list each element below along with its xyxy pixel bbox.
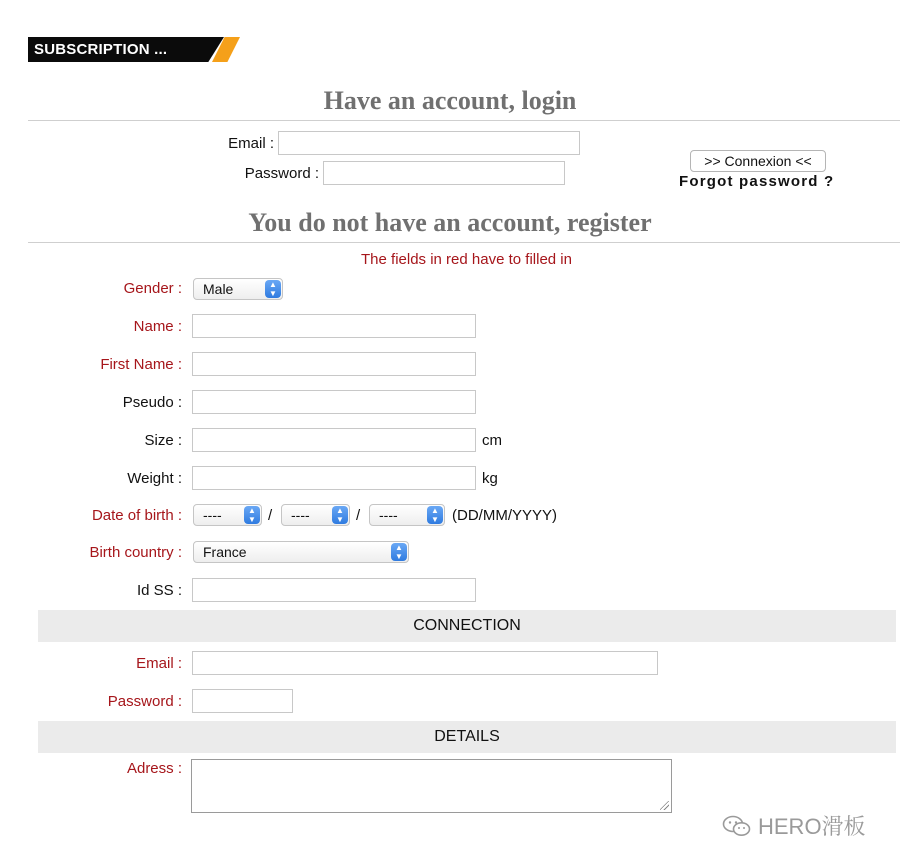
login-title: Have an account, login: [323, 86, 577, 115]
chevron-updown-icon: ▲ ▼: [391, 543, 407, 561]
watermark: [722, 810, 866, 841]
birth-country-value: France: [203, 544, 247, 560]
dob-format-hint: (DD/MM/YYYY): [452, 507, 557, 524]
gender-select-value: Male: [203, 281, 234, 297]
login-email-label: Email :: [228, 135, 274, 152]
name-input[interactable]: [192, 314, 476, 338]
login-divider: [28, 120, 900, 121]
chevron-updown-icon: ▲ ▼: [427, 506, 443, 524]
connection-email-label: Email :: [136, 655, 182, 672]
connection-section-heading: CONNECTION: [38, 610, 896, 642]
resize-grip-icon[interactable]: [660, 801, 669, 810]
dob-label: Date of birth :: [91, 507, 182, 524]
details-section-heading: DETAILS: [38, 721, 896, 753]
register-title: You do not have an account, register: [248, 208, 652, 237]
address-label: Adress :: [126, 760, 182, 777]
pseudo-label: Pseudo :: [122, 394, 182, 411]
birth-country-label: Birth country :: [89, 544, 182, 561]
name-label: Name :: [133, 318, 182, 335]
first-name-label: First Name :: [100, 356, 182, 373]
login-password-label: Password :: [244, 165, 319, 182]
weight-unit: kg: [482, 470, 498, 487]
weight-label: Weight :: [127, 470, 182, 487]
size-label: Size :: [144, 432, 182, 449]
subscription-banner: [28, 37, 240, 62]
dob-separator: /: [356, 507, 361, 524]
address-textarea[interactable]: [191, 759, 672, 813]
login-password-input[interactable]: [323, 161, 565, 185]
dob-year-select[interactable]: [369, 504, 445, 526]
required-fields-note: The fields in red have to filled in: [361, 251, 572, 268]
chevron-updown-icon: ▲ ▼: [244, 506, 260, 524]
dob-month-select[interactable]: [281, 504, 350, 526]
chevron-updown-icon: ▲ ▼: [332, 506, 348, 524]
birth-country-select[interactable]: [193, 541, 409, 563]
dob-month-value: ----: [291, 507, 310, 523]
login-email-input[interactable]: [278, 131, 580, 155]
id-ss-label: Id SS :: [136, 582, 182, 599]
dob-day-value: ----: [203, 507, 222, 523]
size-unit: cm: [482, 432, 502, 449]
connection-password-label: Password :: [107, 693, 182, 710]
pseudo-input[interactable]: [192, 390, 476, 414]
id-ss-input[interactable]: [192, 578, 476, 602]
connection-email-input[interactable]: [192, 651, 658, 675]
gender-select[interactable]: [193, 278, 283, 300]
wechat-icon: [722, 815, 752, 837]
weight-input[interactable]: [192, 466, 476, 490]
banner-title: SUBSCRIPTION ...: [34, 41, 168, 58]
register-divider: [28, 242, 900, 243]
forgot-password-link[interactable]: Forgot password ?: [679, 173, 835, 190]
dob-separator: /: [268, 507, 273, 524]
gender-label: Gender :: [123, 280, 182, 297]
first-name-input[interactable]: [192, 352, 476, 376]
dob-year-value: ----: [379, 507, 398, 523]
size-input[interactable]: [192, 428, 476, 452]
dob-day-select[interactable]: [193, 504, 262, 526]
connexion-button[interactable]: >> Connexion <<: [690, 150, 826, 172]
connection-password-input[interactable]: [192, 689, 293, 713]
chevron-updown-icon: ▲ ▼: [265, 280, 281, 298]
watermark-text: HERO滑板: [758, 814, 866, 839]
